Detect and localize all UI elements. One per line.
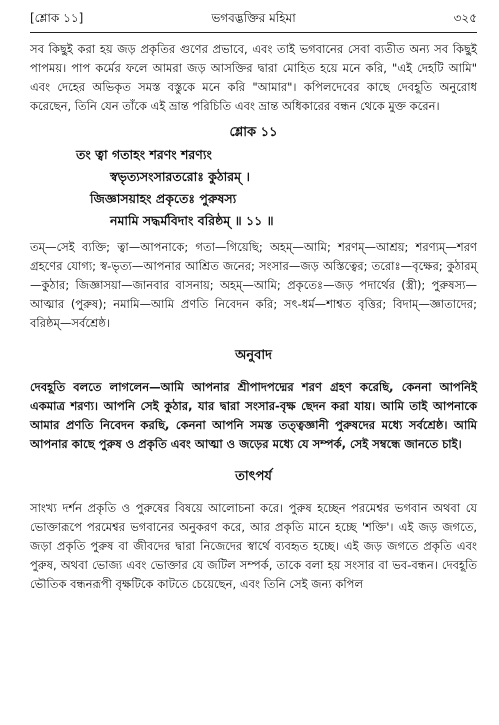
verse-line: তং ত্বা গতাহং শরণং শরণ্যং [76, 147, 212, 162]
page-header [30, 8, 477, 28]
translation-heading: অনুবাদ [235, 347, 272, 363]
verse-line: নমামি সদ্ধর্মবিদাং বরিষ্ঠম্ ॥ ১১ ॥ [110, 213, 274, 228]
purport-text: সাংখ্য দর্শন প্রকৃতি ও পুরুষের বিষয়ে আলোচনা করে। পুরুষ হচ্ছেন পরমেশ্বর ভগবান অথবা যে ভোক্তারূপে পরমেশ্বর ভগবানের অনুকরণ করে, আর প্রকৃতি মানে হচ্ছে 'শক্তি'। এই জড় জগতে, জড়া প্রকৃতি পুরুষ বা জীবদের দ্বারা নিজেদের স্বার্থে ব্যবহৃত হচ্ছে। এই জড় জগতে প্রকৃতি এবং পুরুষ, অথবা ভোজ্য এবং ভোক্তার যে জটিল সম্পর্ক, তাকে বলা হয় সংসার বা ভব-বন্ধন। দেবহূতি ভৌতিক বন্ধনরূপী বৃক্ষটিকে কাটতে চেয়েছেন, এবং তিনি সেই জন্য কপিল [30, 501, 477, 591]
translation-text: দেবহূতি বলতে লাগলেন—আমি আপনার শ্রীপাদপদ্মের শরণ গ্রহণ করেছি, কেননা আপনিই একমাত্র শরণ্য। আপনি সেই কুঠার, যার দ্বারা সংসার-বৃক্ষ ছেদন করা যায়। আমি তাই আপনাকে আমার প্রণতি নিবেদন করছি, কেননা আপনি সমস্ত তত্ত্বজ্ঞানী পুরুষদের মধ্যে সর্বশ্রেষ্ঠ। আমি আপনার কাছে পুরুষ ও প্রকৃতি এবং আত্মা ও জড়ের মধ্যে যে সম্পর্ক, সেই সম্বন্ধে জানতে চাই। [30, 380, 477, 451]
verse-line: স্বভৃত্যসংসারতরোঃ কুঠারম্ । [110, 169, 250, 184]
header-divider [30, 32, 477, 33]
verse-title: শ্লোক ১১ [229, 125, 278, 140]
page-content [30, 40, 477, 606]
verse-reference: [শ্লোক ১১] [30, 11, 84, 25]
purport-heading: তাৎপর্য [235, 468, 272, 484]
running-title: ভগবদ্ভক্তির মহিমা [211, 11, 296, 25]
word-for-word-synonyms: তম্—সেই ব্যক্তি; ত্বা—আপনাকে; গতা—গিয়েছি; অহম্—আমি; শরণম্—আশ্রয়; শরণ্যম্—শরণ গ্রহণের যোগ্য; স্ব-ভৃত্য—আপনার আশ্রিত জনের; সংসার—জড় অস্তিত্বের; তরোঃ—বৃক্ষের; কুঠারম্—কুঠার; জিজ্ঞাসয়া—জানবার বাসনায়; অহম্—আমি; প্রকৃতেঃ—জড় পদার্থের (স্ত্রী); পুরুষস্য—আত্মার (পুরুষ); নমামি—আমি প্রণতি নিবেদন করি; সৎ-ধর্ম—শাশ্বত বৃত্তির; বিদাম্—জ্ঞাতাদের; বরিষ্ঠম্—সর্বশ্রেষ্ঠ। [30, 240, 477, 330]
verse-line: জিজ্ঞাসয়াহং প্রকৃতেঃ পুরুষস্য [90, 191, 237, 206]
intro-paragraph: সব কিছুই করা হয় জড় প্রকৃতির গুণের প্রভাবে, এবং তাই ভগবানের সেবা ব্যতীত অন্য সব কিছুই পাপময়। পাপ কর্মের ফলে আমরা জড় আসক্তির দ্বারা মোহিত হয়ে মনে করি, "এই দেহটি আমি" এবং দেহের অভিকৃত সমস্ত বস্তুকে মনে করি "আমার"। কপিলদেবের কাছে দেবহূতি অনুরোধ করেছেন, তিনি যেন তাঁকে এই ভ্রান্ত পরিচিতি এবং ভ্রান্ত অধিকারের বন্ধন থেকে মুক্ত করেন। [30, 42, 477, 113]
page-number: ৩২৫ [453, 11, 477, 25]
